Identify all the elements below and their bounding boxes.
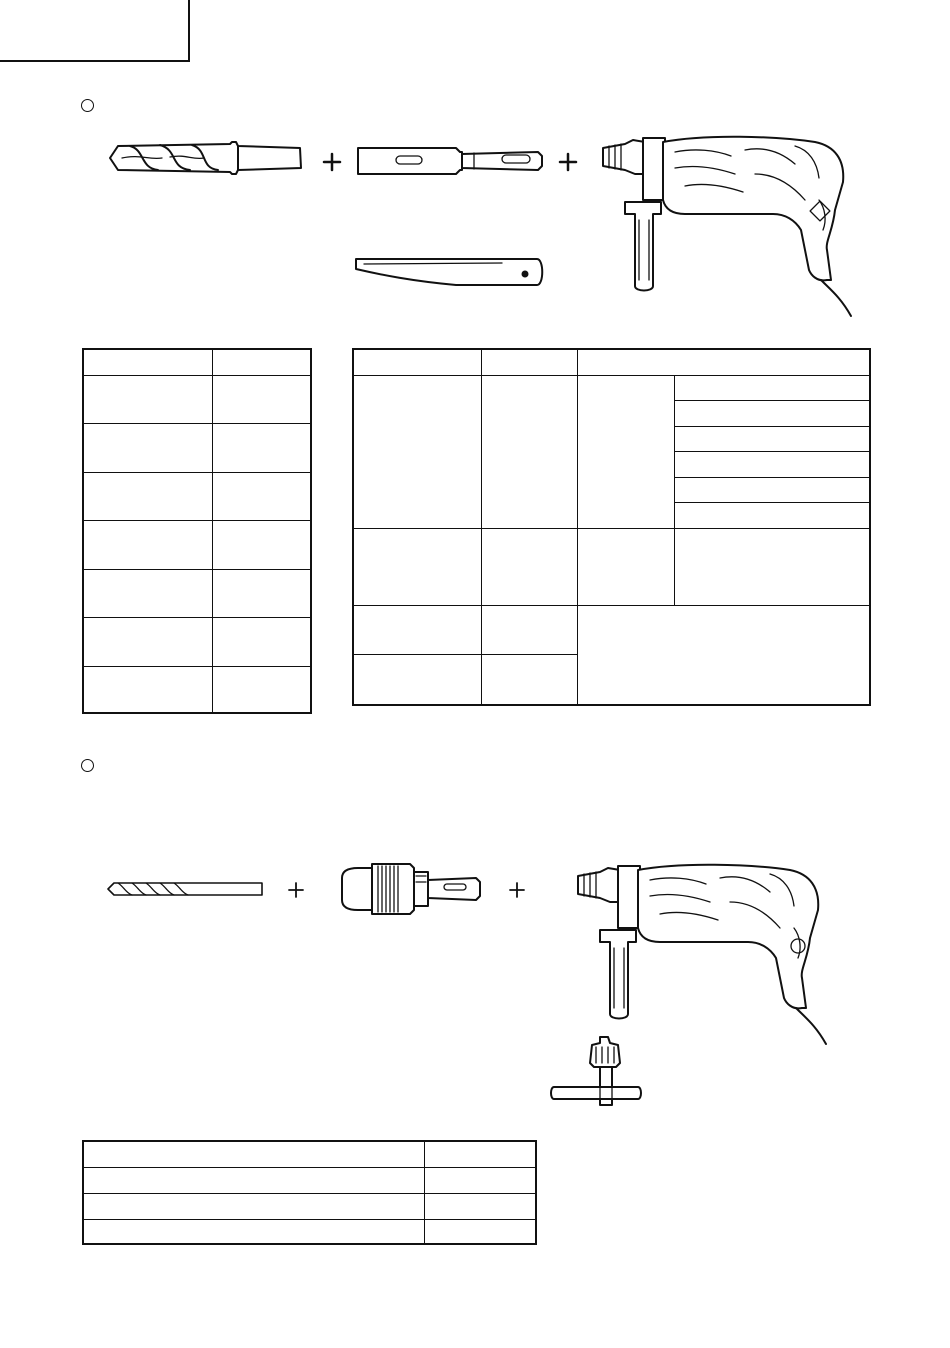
- table-left-cell: [213, 569, 312, 617]
- table-right-cell: [482, 605, 578, 654]
- table-right-cell: [675, 502, 871, 528]
- table-bottom-cell: [425, 1167, 537, 1193]
- cotter-icon: [352, 255, 547, 290]
- table-bottom: [82, 1140, 537, 1245]
- drill-chuck-adapter-icon: [332, 858, 484, 920]
- table-right-cell: [578, 349, 871, 375]
- table-bottom-cell: [425, 1219, 537, 1244]
- table-right-cell: [675, 375, 871, 400]
- table-left-cell: [213, 617, 312, 666]
- table-left-cell: [83, 666, 213, 713]
- section-a-marker: [81, 99, 94, 112]
- table-right-cell: [353, 605, 482, 654]
- chuck-key-icon: [550, 1033, 645, 1111]
- table-right-cell: [482, 375, 578, 528]
- plus-icon: [508, 881, 526, 899]
- table-left-cell: [213, 472, 312, 520]
- plus-icon: [322, 152, 342, 172]
- table-right-cell: [675, 528, 871, 605]
- table-left-cell: [83, 617, 213, 666]
- table-left-cell: [213, 375, 312, 423]
- table-left-cell: [83, 349, 213, 375]
- drill-bit-icon: [100, 138, 310, 178]
- table-right-cell: [578, 528, 675, 605]
- table-right-cell: [353, 349, 482, 375]
- table-right: [352, 348, 871, 706]
- table-left-cell: [83, 472, 213, 520]
- table-right-cell: [353, 528, 482, 605]
- rotary-hammer-icon: [595, 130, 860, 325]
- table-right-cell: [353, 375, 482, 528]
- table-right-cell: [675, 426, 871, 451]
- table-right-cell: [675, 477, 871, 502]
- drill-bit-icon: [104, 879, 266, 899]
- table-left-cell: [83, 423, 213, 472]
- table-bottom-cell: [83, 1167, 425, 1193]
- plus-icon: [558, 152, 578, 172]
- table-left-cell: [213, 520, 312, 569]
- table-bottom-cell: [83, 1193, 425, 1219]
- taper-shank-adapter-icon: [352, 142, 547, 178]
- table-bottom-cell: [425, 1193, 537, 1219]
- table-left-cell: [83, 569, 213, 617]
- table-right-cell: [353, 654, 482, 705]
- table-bottom-cell: [83, 1219, 425, 1244]
- table-left-cell: [83, 375, 213, 423]
- table-left-cell: [213, 349, 312, 375]
- table-right-cell: [482, 349, 578, 375]
- plus-icon: [287, 881, 305, 899]
- table-right-cell: [482, 654, 578, 705]
- table-right-cell: [675, 451, 871, 477]
- table-right-cell: [482, 528, 578, 605]
- table-bottom-cell: [425, 1141, 537, 1167]
- table-left: [82, 348, 312, 714]
- rotary-hammer-icon: [570, 858, 835, 1053]
- table-right-cell: [578, 605, 871, 705]
- table-right-cell: [578, 375, 675, 528]
- page-tab-box: [0, 0, 190, 62]
- table-left-cell: [213, 666, 312, 713]
- table-bottom-cell: [83, 1141, 425, 1167]
- table-right-cell: [675, 400, 871, 426]
- table-left-cell: [83, 520, 213, 569]
- section-b-marker: [81, 759, 94, 772]
- table-left-cell: [213, 423, 312, 472]
